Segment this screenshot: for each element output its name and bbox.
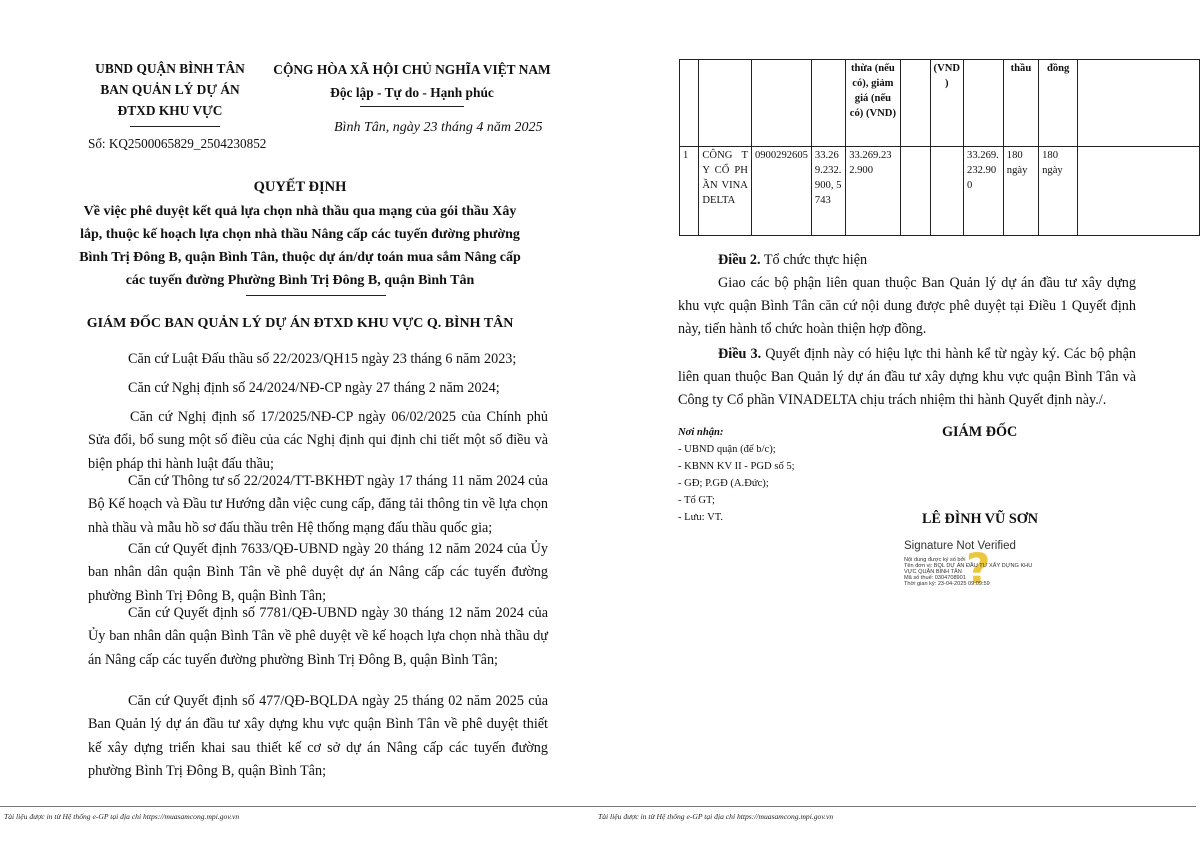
legal-basis-5: Căn cứ Quyết định 7633/QĐ-UBND ngày 20 tháng 12 năm 2024 của Ủy ban nhân dân quận Bình Tân về phê duyệt dự án Nâng cấp các tuyến đường phường Bình Trị Đông B, quận Bình Tân; [88,541,548,604]
signature-status: Signature Not Verified [904,540,1016,552]
row-cell-contract-duration: 180 ngày [1039,147,1078,236]
document-page-left [0,0,598,851]
national-header [262,58,562,104]
row-cell-contractor: CÔNG TY CỔ PHẦN VINADELTA [699,147,752,236]
bid-result-table [679,59,1200,236]
signature-detail: Mã số thuế: 0304708901 [904,575,966,581]
decision-title: QUYẾT ĐỊNH [253,179,347,195]
signature-unverified-icon: ? [966,544,991,593]
row-cell-winning-price: 33.269.232.900 [964,147,1004,236]
agency-header [80,58,260,121]
legal-basis-7: Căn cứ Quyết định số 477/QĐ-BQLDA ngày 25 tháng 02 năm 2025 của Ban Quản lý dự án đầu tư xây dựng khu vực quận Bình Tân về phê duyệt thiết kế xây dựng triển khai sau thiết kế cơ sở dự án Nâng cấp các tuyến đường phường Bình Trị Đông B, quận Bình Tân; [88,693,548,779]
legal-basis-1: Căn cứ Luật Đấu thầu số 22/2023/QH15 ngày 23 tháng 6 năm 2023; [128,351,517,367]
legal-basis-3: Căn cứ Nghị định số 17/2025/NĐ-CP ngày 06/02/2025 của Chính phủ Sửa đổi, bổ sung một số điều của các Nghị định qui định chi tiết một số điều và biện pháp thi hành luật đấu thầu; [88,409,548,472]
row-cell-index: 1 [680,147,699,236]
header-cell: (VND ) [930,60,963,147]
article-2-label: Điều 2. [718,252,761,268]
row-cell-tax-id: 0900292605 [751,147,811,236]
legal-basis-6: Căn cứ Quyết định số 7781/QĐ-UBND ngày 30 tháng 12 năm 2024 của Ủy ban nhân dân quận Bình Tân về phê duyệt về kế hoạch lựa chọn nhà thầu dự án Nâng cấp các tuyến đường phường Bình Trị Đông B, quận Bình Tân; [88,605,548,668]
table-header-row [680,60,1200,147]
header-cell: đồng [1039,60,1078,147]
header-cell [680,60,699,147]
article-2-heading [718,252,867,269]
row-cell-corrected-price: 33.269.232.900 [846,147,900,236]
recipients-title: Nơi nhận: [678,427,724,438]
subject-line: lắp, thuộc kế hoạch lựa chọn nhà thầu Nâng cấp các tuyến đường phường [80,227,520,242]
header-cell [900,60,930,147]
subject-underline [246,295,386,296]
legal-basis-2: Căn cứ Nghị định số 24/2024/NĐ-CP ngày 27 tháng 2 năm 2024; [128,380,500,396]
national-motto: Độc lập - Tự do - Hạnh phúc [330,85,494,100]
header-cell: thừa (nếu có), giảm giá (nếu có) (VND) [846,60,900,147]
article-3-label: Điều 3. [718,346,762,362]
agency-underline [130,126,220,127]
footer-rule [0,806,598,807]
recipients-block [678,424,795,526]
header-cell: thầu [1003,60,1038,147]
row-cell-bid-duration: 180 ngày [1003,147,1038,236]
document-number: Số: KQ2500065829_2504230852 [88,136,267,151]
subject-line: các tuyến đường Phường Bình Trị Đông B, quận Bình Tân [125,273,475,288]
article-2-body: Giao các bộ phận liên quan thuộc Ban Quản lý dự án đầu tư xây dựng khu vực quận Bình Tân căn cứ nội dung được phê duyệt tại Điều 1 Quyết định này, tiến hành tổ chức hoàn thiện hợp đồng. [678,275,1136,337]
row-cell [900,147,930,236]
footer-rule [598,806,1196,807]
header-cell [699,60,752,147]
header-cell [811,60,845,147]
signer-title: GIÁM ĐỐC [942,424,1018,440]
director-heading: GIÁM ĐỐC BAN QUẢN LÝ DỰ ÁN ĐTXD KHU VỰC Q. BÌNH TÂN [86,316,514,331]
agency-line-3: ĐTXD KHU VỰC [117,103,223,118]
signature-detail: Thời gian ký: 23-04-2025 09:09:59 [904,581,990,587]
article-3-paragraph [678,343,1136,412]
legal-basis-4: Căn cứ Thông tư số 22/2024/TT-BKHĐT ngày 17 tháng 11 năm 2024 của Bộ Kế hoạch và Đầu tư Hướng dẫn việc cung cấp, đăng tải thông tin về lựa chọn nhà thầu và mẫu hồ sơ đấu thầu trên Hệ thống mạng đấu thầu quốc gia; [88,473,548,536]
header-cell [1078,60,1200,147]
motto-underline [360,106,464,107]
signature-detail: Nội dung được ký số bởi [904,557,966,563]
header-cell [964,60,1004,147]
article-3-body: Quyết định này có hiệu lực thi hành kể từ ngày ký. Các bộ phận liên quan thuộc Ban Quản lý dự án đầu tư xây dựng khu vực quận Bình Tân và Công ty Cổ phần VINADELTA chịu trách nhiệm thi hành Quyết định này./. [678,346,1137,408]
document-page-right [598,0,1200,851]
subject-line: Bình Trị Đông B, quận Bình Tân, thuộc dự án/dự toán mua sắm Nâng cấp [79,250,521,265]
row-cell [930,147,963,236]
recipient-item: - Tổ GT; [678,495,715,506]
footer-note: Tài liệu được in từ Hệ thống e-GP tại địa chỉ https://muasamcong.mpi.gov.vn [4,812,240,821]
row-cell [1078,147,1200,236]
agency-line-1: UBND QUẬN BÌNH TÂN [95,61,245,76]
recipient-item: - Lưu: VT. [678,512,724,523]
signer-name: LÊ ĐÌNH VŨ SƠN [922,511,1039,527]
header-cell [751,60,811,147]
signature-detail: VỰC QUẬN BÌNH TÂN [904,569,962,575]
digital-signature-stamp[interactable] [904,540,1064,600]
decision-subject [72,200,528,292]
place-and-date: Bình Tân, ngày 23 tháng 4 năm 2025 [334,120,543,135]
signature-detail: Tên đơn vị: BQL DỰ ÁN ĐẦU TƯ XÂY DỰNG KHU [904,563,1033,569]
agency-line-2: BAN QUẢN LÝ DỰ ÁN [100,82,240,97]
recipient-item: - KBNN KV II - PGD số 5; [678,461,795,472]
table-row [680,147,1200,236]
row-cell-bid-price: 33.269.232.900, 5743 [811,147,845,236]
recipient-item: - GĐ; P.GĐ (A.Đức); [678,478,769,489]
article-2-title: Tổ chức thực hiện [760,252,868,268]
recipient-item: - UBND quận (để b/c); [678,444,776,455]
nation-name: CỘNG HÒA XÃ HỘI CHỦ NGHĨA VIỆT NAM [273,62,551,77]
subject-line: Về việc phê duyệt kết quả lựa chọn nhà thầu qua mạng của gói thầu Xây [83,204,517,219]
footer-note: Tài liệu được in từ Hệ thống e-GP tại địa chỉ https://muasamcong.mpi.gov.vn [598,812,834,821]
